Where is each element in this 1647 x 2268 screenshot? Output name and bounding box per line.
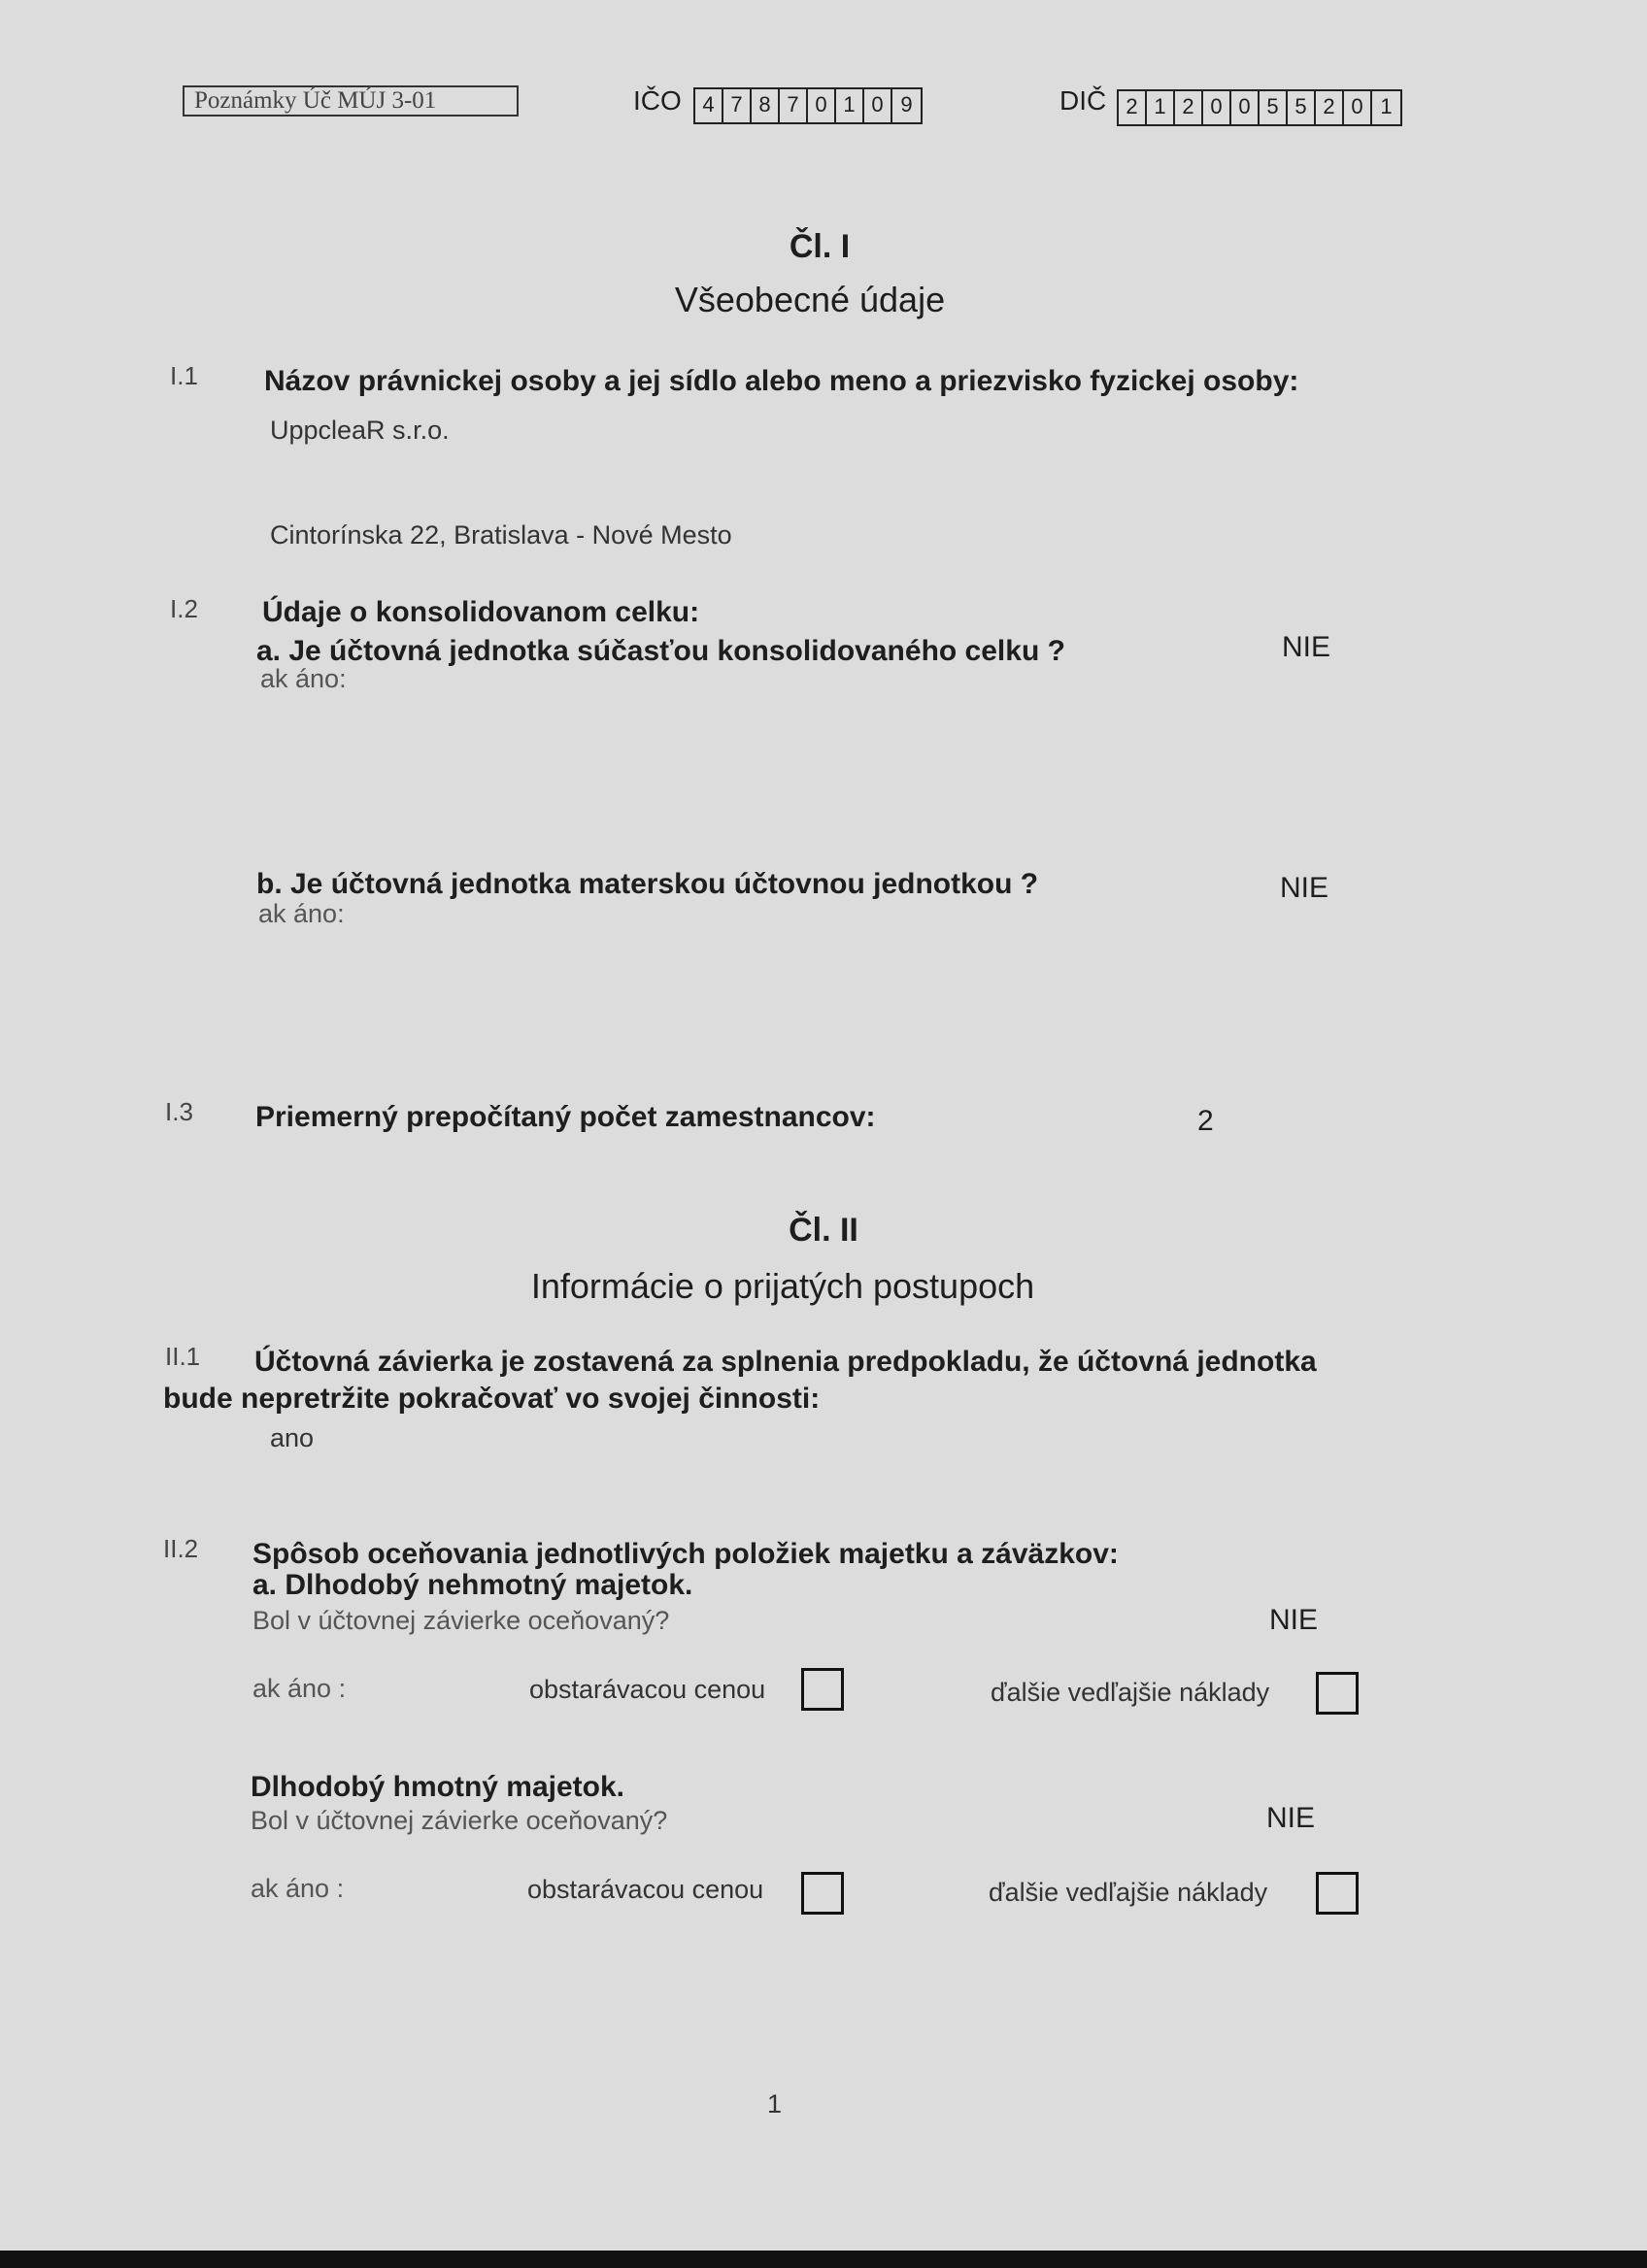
entity-address: Cintorínska 22, Bratislava - Nové Mesto <box>270 520 732 550</box>
digit-cell: 1 <box>1380 94 1393 118</box>
item-number: I.3 <box>165 1097 193 1126</box>
ico-digit-boxes <box>693 87 923 124</box>
option-acquisition-cost: obstarávacou cenou <box>529 1675 766 1704</box>
checkbox-acquisition-cost[interactable] <box>801 1872 844 1915</box>
option-acquisition-cost: obstarávacou cenou <box>527 1875 764 1904</box>
question-text: Účtovná závierka je zostavená za splnenia predpokladu, že účtovná jednotka <box>254 1346 1317 1378</box>
valuation-question: Bol v účtovnej závierke oceňovaný? <box>252 1606 670 1635</box>
digit-cell: 2 <box>1175 91 1203 124</box>
question-text: Spôsob oceňovania jednotlivých položiek majetku a záväzkov: <box>252 1538 1119 1570</box>
digit-cell: 4 <box>695 89 723 122</box>
checkbox-acquisition-cost[interactable] <box>801 1668 844 1711</box>
item-number: II.1 <box>165 1342 201 1371</box>
going-concern-answer: ano <box>270 1423 315 1452</box>
section-1-heading: Čl. I <box>789 228 851 265</box>
question-a-text: a. Je účtovná jednotka súčasťou konsolidovaného celku ? <box>256 635 1065 667</box>
form-label-box: Poznámky Úč MÚJ 3-01 <box>183 85 519 117</box>
if-yes-label: ak áno : <box>251 1874 345 1903</box>
digit-cell: 0 <box>808 89 836 122</box>
dic-digit-boxes <box>1117 89 1402 126</box>
digit-cell: 2 <box>1316 91 1344 124</box>
digit-cell: 1 <box>836 89 864 122</box>
item-number: I.1 <box>170 361 198 390</box>
digit-cell: 8 <box>752 89 780 122</box>
question-text: Názov právnickej osoby a jej sídlo alebo meno a priezvisko fyzickej osoby: <box>264 365 1299 397</box>
section-2-title: Informácie o prijatých postupoch <box>530 1266 1035 1306</box>
digit-cell: 5 <box>1288 91 1316 124</box>
entity-name: UppcleaR s.r.o. <box>270 416 450 445</box>
item-number: I.2 <box>170 594 198 623</box>
page-number: 1 <box>767 2089 783 2118</box>
ico-label: IČO <box>633 85 682 116</box>
digit-cell: 7 <box>723 89 752 122</box>
answer-nie: NIE <box>1269 1604 1319 1636</box>
option-additional-costs: ďalšie vedľajšie náklady <box>991 1678 1270 1707</box>
digit-cell: 1 <box>1147 91 1175 124</box>
if-yes-label: ak áno: <box>258 899 345 928</box>
digit-cell: 0 <box>864 89 892 122</box>
item-number: II.2 <box>163 1534 199 1563</box>
digit-cell: 7 <box>780 89 808 122</box>
digit-cell: 0 <box>1231 91 1260 124</box>
question-text: Údaje o konsolidovanom celku: <box>262 596 700 628</box>
digit-cell: 5 <box>1260 91 1288 124</box>
digit-cell: 2 <box>1119 91 1147 124</box>
answer-nie: NIE <box>1280 872 1329 904</box>
digit-cell: 0 <box>1344 91 1372 124</box>
if-yes-label: ak áno : <box>252 1674 347 1703</box>
section-1-title: Všeobecné údaje <box>674 280 946 319</box>
checkbox-additional-costs[interactable] <box>1316 1872 1359 1915</box>
if-yes-label: ak áno: <box>260 664 347 693</box>
section-2-heading: Čl. II <box>789 1212 858 1249</box>
intangible-assets-title: a. Dlhodobý nehmotný majetok. <box>252 1569 693 1601</box>
digit-cell: 0 <box>1203 91 1231 124</box>
question-text-continued: bude nepretržite pokračovať vo svojej činnosti: <box>163 1383 821 1415</box>
employee-count: 2 <box>1197 1105 1214 1137</box>
tangible-assets-title: Dlhodobý hmotný majetok. <box>251 1771 625 1803</box>
question-b-text: b. Je účtovná jednotka materskou účtovnou jednotkou ? <box>256 868 1039 900</box>
digit-cell: 9 <box>900 92 913 117</box>
option-additional-costs: ďalšie vedľajšie náklady <box>989 1878 1268 1907</box>
scan-edge-bar <box>0 2251 1647 2268</box>
question-text: Priemerný prepočítaný počet zamestnancov: <box>255 1101 876 1133</box>
checkbox-additional-costs[interactable] <box>1316 1672 1359 1715</box>
answer-nie: NIE <box>1266 1802 1316 1834</box>
valuation-question: Bol v účtovnej závierke oceňovaný? <box>251 1806 668 1835</box>
dic-label: DIČ <box>1059 85 1107 116</box>
answer-nie: NIE <box>1282 631 1331 663</box>
